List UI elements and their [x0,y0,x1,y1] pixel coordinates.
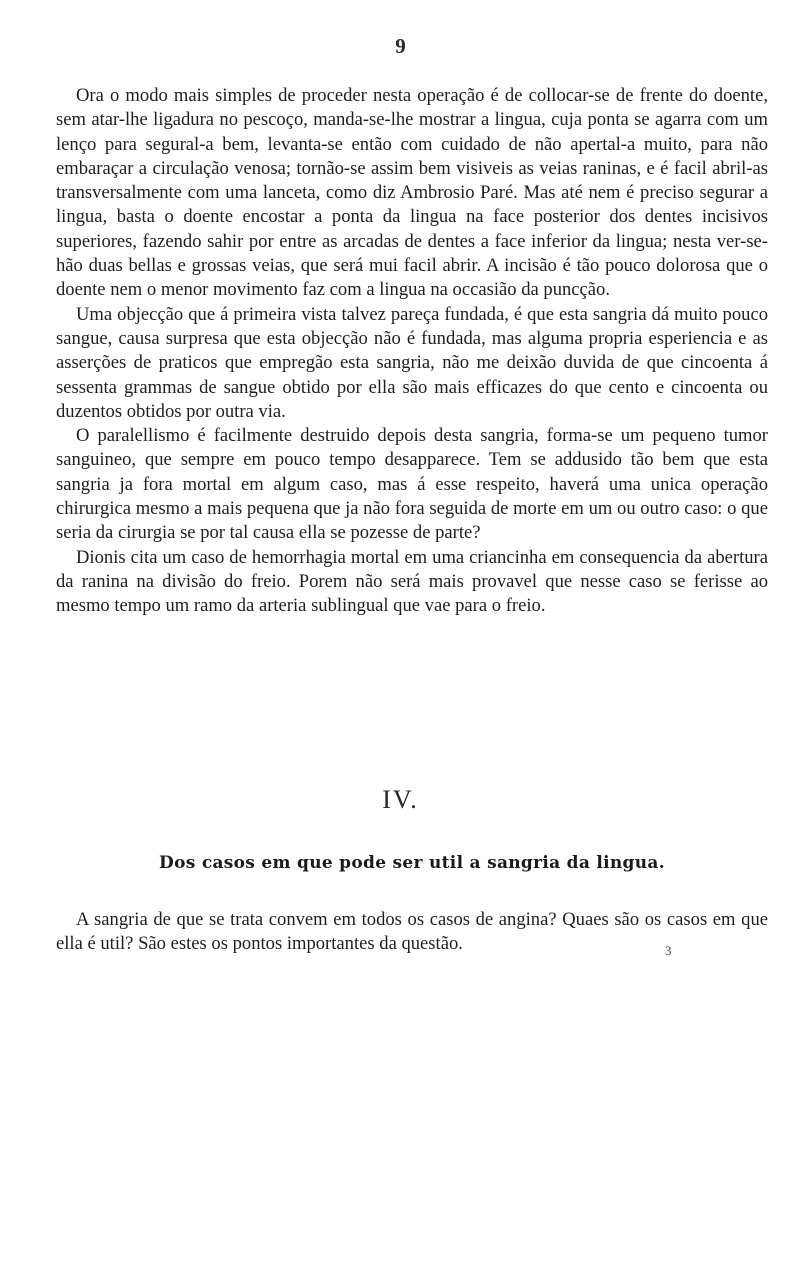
section-heading: Dos casos em que pode ser util a sangria da lingua. [159,853,665,873]
paragraph: Ora o modo mais simples de proceder nesta operação é de collocar-se de frente do doente, sem atar-lhe ligadura no pescoço, manda-se-lhe mostrar a lingua, cuja ponta se agarra com um lenço para segural-a bem, levanta-se então com cuidado de não apertal-a muito, para não embaraçar a circulação venosa; tornão-se assim bem visiveis as veias raninas, e é facil abril-as transversalmente com uma lanceta, como diz Ambrosio Paré. Mas até nem é preciso segurar a lingua, basta o doente encostar a ponta da lingua na face posterior dos dentes incisivos superiores, fazendo sahir por entre as arcadas de dentes a face inferior da lingua; nesta ver-se-hão duas bellas e grossas veias, que será mui facil abrir. A incisão é tão pouco dolorosa que o doente nem o menor movimento faz com a lingua na occasião da puncção. [56,85,768,301]
section-body [56,908,768,957]
paragraph: Dionis cita um caso de hemorrhagia mortal em uma criancinha em consequencia da abertura da ranina na divisão do freio. Porem não será mais provavel que nesse caso se ferisse ao mesmo tempo um ramo da arteria sublingual que vae para o freio. [56,546,768,617]
section-number: IV. [382,785,419,814]
signature-mark: 3 [665,943,672,958]
paragraph: Uma objecção que á primeira vista talvez pareça fundada, é que esta sangria dá muito pouco sangue, causa surpresa que esta objecção não é fundada, mas alguma propria esperiencia e as asserções de praticos que empregão esta sangria, não me deixão duvida de que cincoenta á sessenta grammas de sangue obtido por ella são mais efficazes do que cento e cincoenta ou duzentos obtidos por outra via. [56,303,768,422]
page-number: 9 [395,34,406,58]
paragraph: O paralellismo é facilmente destruido depois desta sangria, forma-se um pequeno tumor sanguineo, que sempre em pouco tempo desapparece. Tem se addusido tão bem que esta sangria ja fora mortal em algum caso, mas á esse respeito, haverá uma unica operação chirurgica mesmo a mais pequena que ja não fora seguida de morte em um ou outro caso: o que seria da cirurgia se por tal causa ella se pozesse de parte? [56,425,768,544]
paragraph: A sangria de que se trata convem em todos os casos de angina? Quaes são os casos em que ella é util? São estes os pontos importantes da questão. [56,909,768,955]
body-text [56,84,768,619]
